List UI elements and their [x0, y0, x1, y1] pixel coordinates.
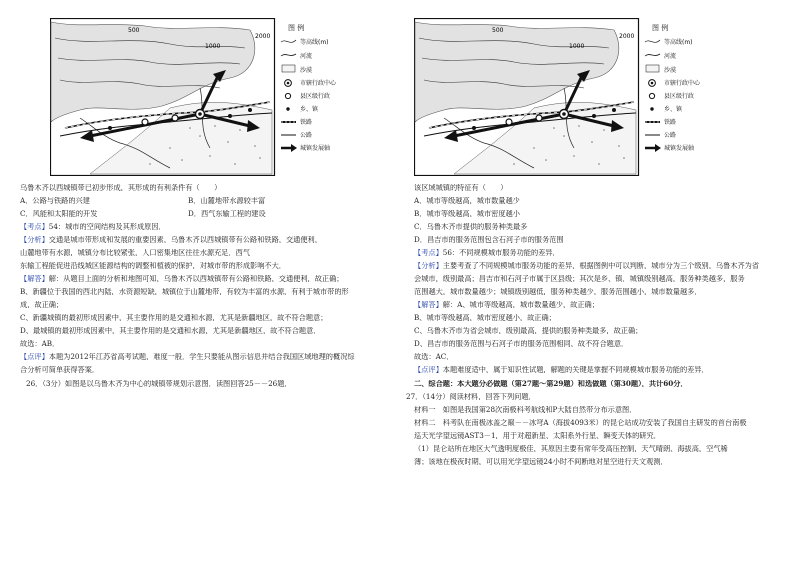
- question-text: 、: [670, 445, 678, 453]
- answer-blank: 海拔高，空气稀: [677, 445, 728, 453]
- dianping-line: [414, 366, 774, 373]
- jieda-line: [20, 275, 380, 282]
- question-text: ；该地在: [421, 458, 450, 466]
- legend-item: 市辖行政中心: [664, 80, 701, 87]
- contour-label-2000: 2000: [255, 33, 271, 40]
- fenxi-tag: 【分析】: [20, 236, 49, 244]
- question-number: 27．: [406, 393, 423, 401]
- jieda-text: D、最城镇的最初形成因素中，其主要作用的是交通和水源，尤其是新疆地区，故不符合题意．: [20, 327, 321, 335]
- fenxi-text: 范围越大，城市数量越少；城镇级别越低，服务种类越少，服务范围越小，城市数量越多．: [414, 288, 702, 296]
- town-symbol-icon: [286, 107, 289, 110]
- legend-item: 城镇发展轴: [664, 145, 695, 152]
- kaodian-line: [20, 223, 380, 230]
- legend-item: 等高线(m): [664, 39, 693, 46]
- legend-item: 河流: [664, 53, 677, 60]
- contour-label-500: 500: [492, 27, 504, 34]
- kaodian-tag: 【考点】: [20, 223, 49, 231]
- option-b: B．城市等级越高，城市密度越小: [414, 210, 520, 218]
- option-a: A．城市等级越高，城市数量越少: [414, 197, 520, 205]
- answer-choice: 故选：AC．: [414, 353, 454, 361]
- legend-item: 河流: [300, 53, 313, 60]
- jieda-line: [414, 301, 774, 308]
- jieda-tag: 【解答】: [20, 275, 49, 283]
- desert-symbol-icon: [646, 65, 659, 72]
- question-27: [406, 393, 766, 400]
- answer-blank: 极夜: [449, 458, 465, 466]
- legend-item: 城镇发展轴: [300, 145, 331, 152]
- legend-title: 图 例: [288, 24, 305, 32]
- options-row: [20, 210, 380, 217]
- kaodian-line: [414, 249, 774, 256]
- fenxi-text: 东输工程能促进沿线城区能源结构的调整和植被的保护，对城市带的形成影响不大．: [20, 262, 286, 270]
- map-legend: [645, 23, 701, 152]
- option-c: C．乌鲁木齐市提供的服务种类最多: [414, 223, 528, 231]
- jieda-text: B、城市等级越高，城市密度越小，故正确；: [414, 314, 556, 322]
- dianping-text: 本题为2012年江苏省高考试题，难度一般．学生只要能从图示信息并结合我国区域地理的概况综: [48, 353, 355, 361]
- sub-question-1-cont: [414, 458, 774, 465]
- map-figure: [414, 18, 724, 176]
- fenxi-text: 会城市，级别最高；昌吉市和石河子市属于区县级；其次是乡、镇．城镇级别越高，服务种类越多，服务: [414, 275, 745, 283]
- answer-blank: 薄: [414, 458, 422, 466]
- urban-belt-map-left: [50, 18, 360, 176]
- dianping-text: 合分析可简单获得答案．: [20, 366, 100, 374]
- answer-blank: 常年受高压控制，天气晴朗: [583, 445, 671, 453]
- kaodian-tag: 【考点】: [414, 249, 443, 257]
- fenxi-tag: 【分析】: [414, 262, 443, 270]
- town-symbol-icon: [650, 107, 653, 110]
- dianping-tag: 【点评】: [414, 366, 443, 374]
- answer-choice: 故选：AB．: [20, 340, 60, 348]
- county-symbol-icon: [285, 93, 290, 98]
- jieda-text: C、乌鲁木齐市为省会城市，级别最高，提供的服务种类最多，故正确；: [414, 327, 643, 335]
- question-stem: 该区域城镇的特征有（ ）: [414, 184, 508, 192]
- options-row: [20, 197, 380, 204]
- question-26: [26, 380, 386, 387]
- legend-item: 公路: [300, 132, 313, 139]
- contour-symbol-icon: [645, 40, 660, 42]
- legend-item: 铁路: [300, 119, 313, 126]
- legend-title: 图 例: [652, 24, 669, 32]
- urban-belt-map-right: [414, 18, 724, 176]
- jieda-text: C、新疆城镇的最初形成因素中，其主要作用的是交通和水源，尤其是新疆地区，故不符合题意；: [20, 314, 328, 322]
- jieda-tag: 【解答】: [414, 301, 443, 309]
- fenxi-text: 主要考查了不同规模城市服务功能的差异，根据图例中可以判断，城市分为三个级别，乌鲁木齐为省: [442, 262, 760, 270]
- legend-item: 铁路: [664, 119, 677, 126]
- map-figure: [50, 18, 360, 176]
- legend-item: 公路: [664, 132, 677, 139]
- material-1: 材料一 如图是我国第28次南极科考航线和P大陆自然带分布示意图．: [414, 406, 637, 414]
- material-2: 材料二 科考队在南极冰盖之巅－－冰穹A（海拔4093米）的昆仑站成功安装了我国自主研发的首台南极: [414, 419, 747, 427]
- contour-symbol-icon: [281, 40, 296, 42]
- question-number: 26．: [26, 380, 43, 388]
- river-symbol-icon: [645, 54, 660, 56]
- map-legend: [281, 23, 337, 152]
- legend-item: 乡、镇: [300, 106, 319, 113]
- jieda-text: D、昌吉市的服务范围与石河子市的服务范围相同，故不符合题意．: [414, 340, 629, 348]
- contour-label-1000: 1000: [569, 43, 585, 50]
- fenxi-text: 交通是城市带形成和发展的重要因素，乌鲁木齐以西城镇带有公路和铁路，交通便利，: [48, 236, 322, 244]
- jieda-text: 成，故正确；: [20, 301, 64, 309]
- legend-item: 市辖行政中心: [300, 80, 337, 87]
- desert-symbol-icon: [282, 65, 295, 72]
- option-d: D．昌吉市的服务范围包含石河子市的服务范围: [414, 236, 564, 244]
- legend-item: 沙漠: [300, 67, 313, 74]
- question-text: （3分）如图是以乌鲁木齐为中心的城镇带规划示意图．读图回答25－－26题．: [42, 380, 292, 388]
- option-b: B．山麓地带水源较丰富: [188, 197, 266, 205]
- dianping-tag: 【点评】: [20, 353, 49, 361]
- legend-item: 沙漠: [664, 67, 677, 74]
- option-c: C．风能和太阳能的开发: [20, 210, 98, 218]
- jieda-text: 解：从题目上面的分析和地图可知，乌鲁木齐以西城镇带有公路和铁路，交通便利，故正确；: [48, 275, 344, 283]
- option-d: D．西气东输工程的建设: [188, 210, 266, 218]
- section-heading: 二、综合题：本大题分必做题（第27题～第29题）和选做题（第30题），共计60分．: [414, 380, 688, 388]
- legend-item: 县区级行政: [300, 93, 331, 100]
- fenxi-text: 山麓地带有水源，城镇分布比较紧张，人口密集地区往往水源充足．西气: [20, 249, 251, 257]
- legend-item: 乡、镇: [664, 106, 683, 113]
- contour-label-1000: 1000: [205, 43, 221, 50]
- sub-question-1: [414, 445, 774, 452]
- fenxi-line: [20, 236, 380, 243]
- contour-label-500: 500: [128, 27, 140, 34]
- dianping-line: [20, 353, 380, 360]
- jieda-text: B、新疆位于我国的西北内陆，水资源短缺，城镇位于山麓地带，有较为丰富的水源，有利于城市带的形: [20, 288, 349, 296]
- legend-item: 县区级行政: [664, 93, 695, 100]
- kaodian-text: 54：城市的空间结构及其形成原因．: [48, 223, 166, 231]
- question-text: 时期，可以用光学望远镜24小时不间断地对星空进行天文观测．: [464, 458, 668, 466]
- county-symbol-icon: [649, 93, 654, 98]
- question-text: （1）昆仑站所在地区大气透明度极佳，其原因主要有: [414, 445, 584, 453]
- jieda-text: 解：A、城市等级越高，城市数量越少，故正确；: [442, 301, 599, 309]
- river-symbol-icon: [281, 54, 296, 56]
- fenxi-line: [414, 262, 774, 269]
- question-text: （14分）阅读材料，回答下列问题．: [422, 393, 536, 401]
- option-a: A．公路与铁路的兴建: [20, 197, 90, 205]
- question-stem: 乌鲁木齐以西城镇带已初步形成，其形成的有利条件有（ ）: [20, 184, 222, 192]
- material-2-cont: 巡天光学望远镜AST3－1，用于对超新星、太阳系外行星、瞬变天体的研究．: [414, 432, 661, 440]
- kaodian-text: 56：不同规模城市服务功能的差异．: [442, 249, 560, 257]
- contour-label-2000: 2000: [619, 33, 635, 40]
- legend-item: 等高线(m): [300, 39, 329, 46]
- dianping-text: 本题难度适中，属于知识性试题，解题的关键是掌握不同规模城市服务功能的差异．: [442, 366, 709, 374]
